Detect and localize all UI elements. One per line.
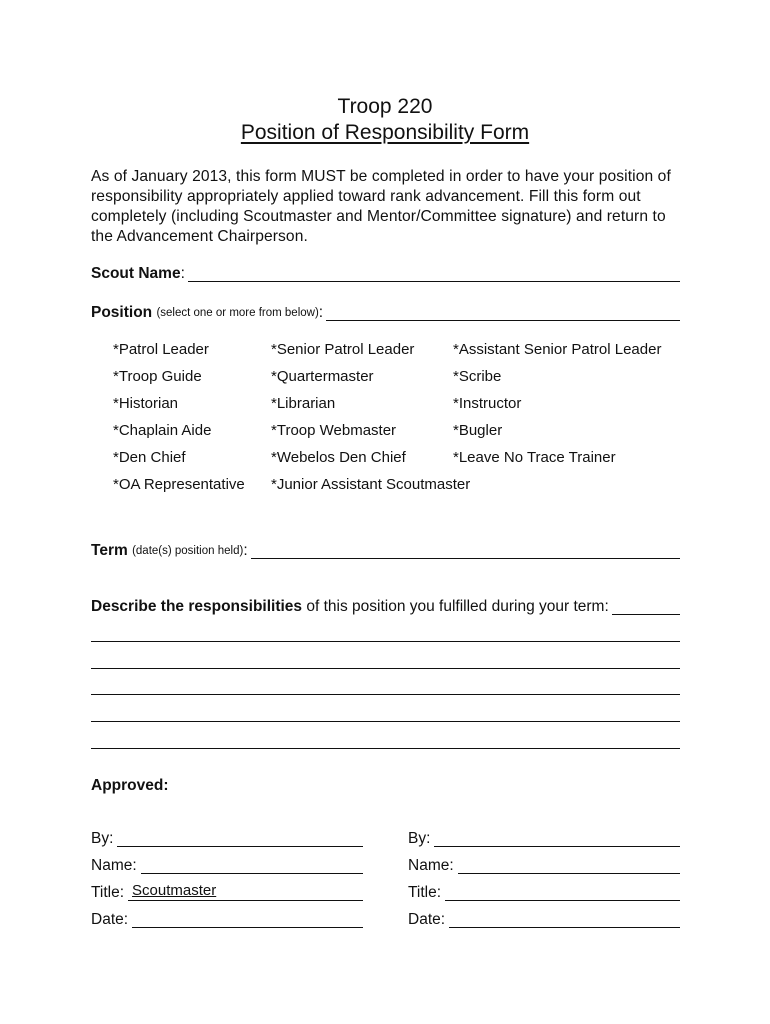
position-option[interactable]: *Instructor [453, 395, 522, 412]
sig-name-row [91, 848, 363, 875]
sig-name-field[interactable] [458, 857, 680, 874]
describe-label-bold: Describe the responsibilities [91, 598, 303, 615]
term-row [91, 542, 680, 560]
position-note: (select one or more from below) [156, 307, 319, 319]
position-option[interactable]: *Troop Webmaster [271, 422, 397, 439]
positions-row [113, 394, 683, 421]
positions-row [113, 475, 683, 502]
describe-field[interactable] [612, 600, 680, 615]
sig-date-label: Date: [91, 911, 129, 928]
describe-line[interactable] [91, 721, 680, 722]
position-option[interactable]: *Scribe [453, 368, 502, 385]
term-field[interactable] [251, 544, 680, 559]
sig-title-row [91, 875, 363, 902]
sig-by-label: By: [408, 830, 431, 847]
approved-heading: Approved: [91, 777, 169, 794]
intro-paragraph: As of January 2013, this form MUST be completed in order to have your position of responsibility appropriately applied toward rank advancement. Fill this form out completely (including Scoutmaster and Mentor/Committee signature) and return to the Advancement Chairperson. [91, 168, 671, 245]
signature-block-right [408, 821, 680, 929]
position-colon: : [318, 304, 324, 321]
position-option [453, 475, 683, 502]
sig-by-field[interactable] [434, 830, 680, 847]
sig-title-field[interactable] [128, 884, 363, 901]
positions-row [113, 340, 683, 367]
position-option[interactable]: *Historian [113, 395, 179, 412]
position-option[interactable]: *Webelos Den Chief [271, 449, 406, 466]
describe-label-rest: of this position you fulfilled during your term: [302, 598, 609, 615]
sig-date-row [408, 902, 680, 929]
sig-title-label: Title: [91, 884, 125, 901]
form-header [0, 94, 770, 146]
form-subtitle: Position of Responsibility Form [240, 121, 530, 144]
sig-by-field[interactable] [117, 830, 363, 847]
sig-name-field[interactable] [141, 857, 363, 874]
describe-line[interactable] [91, 641, 680, 642]
scout-name-label: Scout Name [91, 265, 181, 282]
scout-name-row [91, 265, 680, 283]
sig-title-row [408, 875, 680, 902]
position-option[interactable]: *Quartermaster [271, 368, 374, 385]
position-option[interactable]: *Chaplain Aide [113, 422, 212, 439]
position-option[interactable]: *Patrol Leader [113, 341, 209, 358]
position-option[interactable]: *Junior Assistant Scoutmaster [271, 476, 471, 493]
positions-list [113, 340, 683, 502]
position-option[interactable]: *Leave No Trace Trainer [453, 449, 616, 466]
describe-line[interactable] [91, 748, 680, 749]
position-option[interactable]: *Bugler [453, 422, 503, 439]
form-title: Troop 220 [337, 95, 433, 118]
positions-row [113, 367, 683, 394]
describe-line[interactable] [91, 668, 680, 669]
position-option[interactable]: *Troop Guide [113, 368, 202, 385]
sig-title-label: Title: [408, 884, 442, 901]
describe-row [91, 598, 680, 616]
sig-title-field[interactable] [445, 884, 680, 901]
positions-row [113, 421, 683, 448]
sig-by-row [408, 821, 680, 848]
position-option[interactable]: *Senior Patrol Leader [271, 341, 415, 358]
position-label: Position [91, 304, 153, 321]
positions-row [113, 448, 683, 475]
sig-date-field[interactable] [132, 911, 363, 928]
scout-name-field[interactable] [188, 267, 680, 282]
sig-name-label: Name: [91, 857, 137, 874]
sig-date-row [91, 902, 363, 929]
sig-name-row [408, 848, 680, 875]
sig-date-field[interactable] [449, 911, 680, 928]
position-option[interactable]: *Librarian [271, 395, 336, 412]
sig-by-label: By: [91, 830, 114, 847]
term-colon: : [243, 542, 248, 559]
position-option[interactable]: *Den Chief [113, 449, 186, 466]
position-field[interactable] [326, 306, 680, 321]
sig-by-row [91, 821, 363, 848]
term-note: (date(s) position held) [132, 545, 244, 557]
sig-title-value: Scoutmaster [132, 882, 217, 899]
sig-name-label: Name: [408, 857, 454, 874]
position-option[interactable]: *Assistant Senior Patrol Leader [453, 341, 662, 358]
position-option[interactable]: *OA Representative [113, 476, 245, 493]
signature-block-left [91, 821, 363, 929]
term-label: Term [91, 542, 128, 559]
describe-line[interactable] [91, 694, 680, 695]
sig-date-label: Date: [408, 911, 446, 928]
scout-name-colon: : [180, 265, 185, 282]
position-row [91, 304, 680, 322]
